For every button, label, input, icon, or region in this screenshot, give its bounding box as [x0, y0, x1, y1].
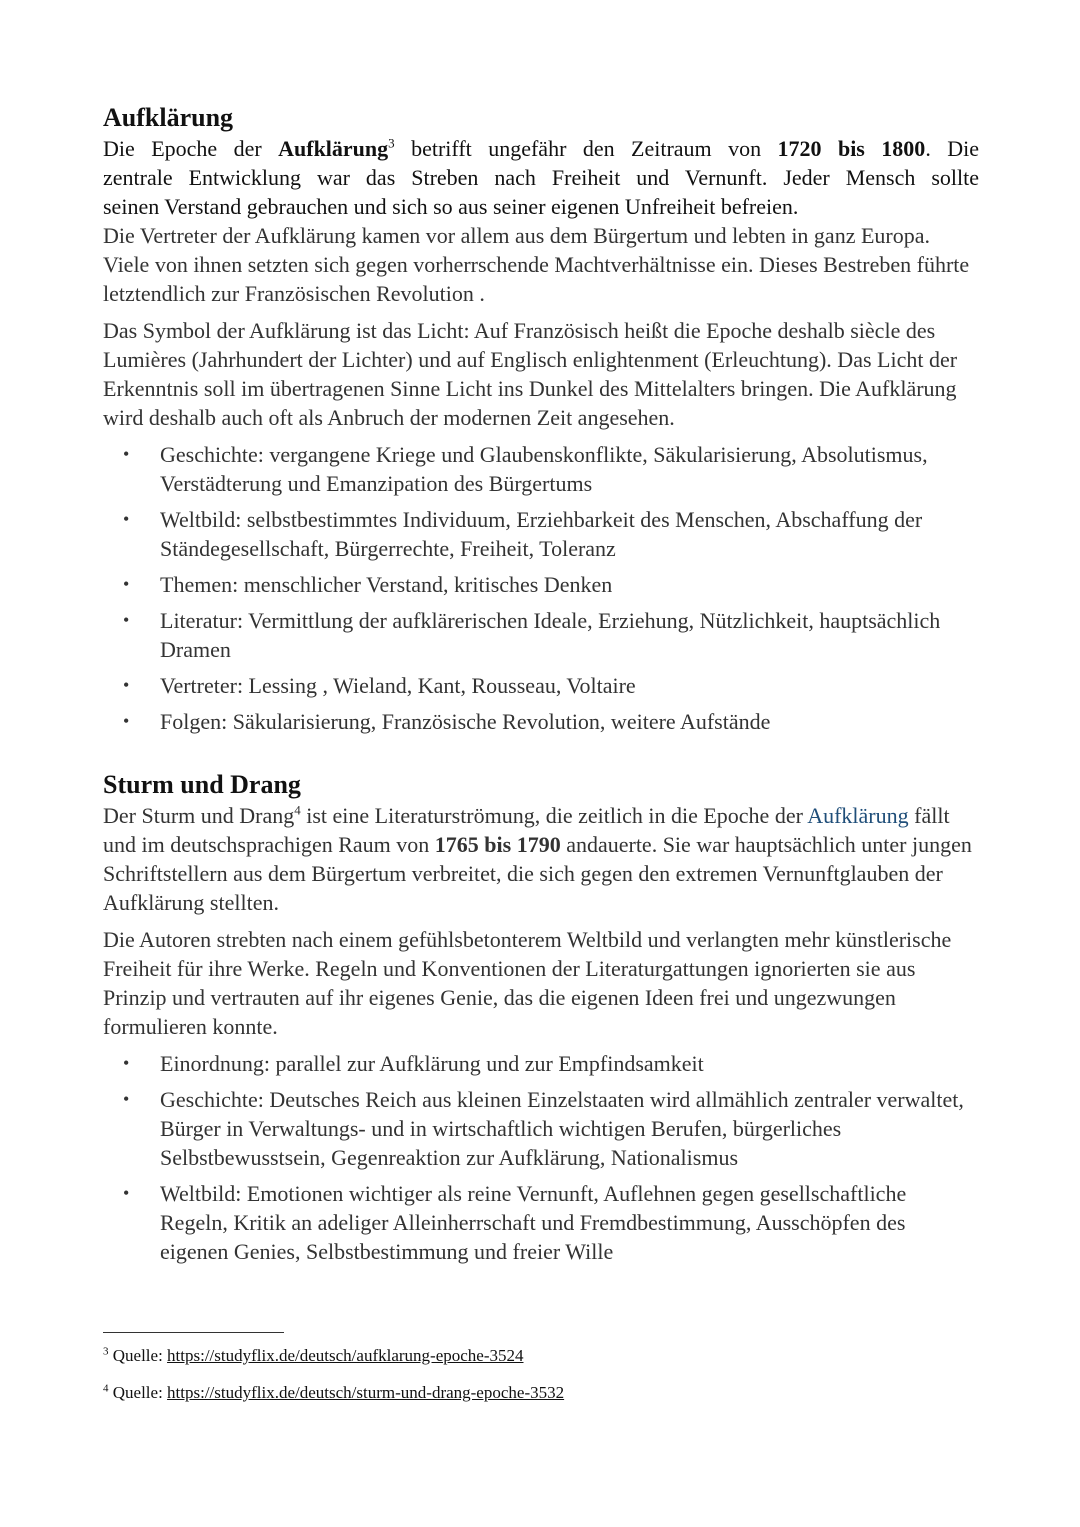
footnote-label: Quelle:	[112, 1383, 168, 1402]
text-run: Der Sturm und Drang	[103, 803, 295, 828]
bullet-icon: •	[123, 1089, 130, 1109]
list-item-text: Themen: menschlicher Verstand, kritisches Denken	[160, 572, 613, 597]
bullet-icon: •	[123, 1053, 130, 1073]
text-run: . Die	[925, 136, 980, 161]
footnote-ref: 4	[294, 802, 301, 818]
list-item	[103, 707, 979, 736]
list-item-text: Folgen: Säkularisierung, Französische Revolution, weitere Aufstände	[160, 709, 771, 734]
bullet-icon: •	[123, 711, 130, 731]
sturm-bullet-list	[103, 1049, 979, 1266]
bold-term: Aufklärung	[278, 136, 389, 161]
bullet-icon: •	[123, 1183, 130, 1203]
bullet-icon: •	[123, 675, 130, 695]
footnotes	[103, 1345, 564, 1419]
footnote-ref: 3	[388, 135, 395, 151]
list-item	[103, 1085, 979, 1172]
text-run: andauerte. Sie war hauptsächlich unter jungen Schriftstellern aus dem Bürgertum verbreitet, die sich gegen den extremen Vernunftglauben der Aufklärung stellten.	[103, 832, 972, 915]
list-item-text: Einordnung: parallel zur Aufklärung und zur Empfindsamkeit	[160, 1051, 704, 1076]
bullet-icon: •	[123, 509, 130, 529]
sturm-paragraph-2: Die Autoren strebten nach einem gefühlsbetonterem Weltbild und verlangten mehr künstlerische Freiheit für ihre Werke. Regeln und Konventionen der Literaturgattungen ignorierten sie aus Prinzip und vertrauten auf ihr eigenes Genie, das die eigenen Ideen frei und ungezwungen formulieren konnte.	[103, 927, 952, 1039]
footnote-label: Quelle:	[112, 1346, 168, 1365]
list-item-text: Weltbild: Emotionen wichtiger als reine Vernunft, Auflehnen gegen gesellschaftliche Regeln, Kritik an adeliger Alleinherrschaft und Fremdbestimmung, Ausschöpfen des eigenen Genies, Selbstbestimmung und freier Wille	[160, 1181, 907, 1264]
footnote-4	[103, 1382, 564, 1404]
list-item-text: Geschichte: Deutsches Reich aus kleinen Einzelstaaten wird allmählich zentraler verwaltet, Bürger in Verwaltungs- und in wirtschaftlich wichtigen Berufen, bürgerliches Selbstbewusstsein, Gegenreaktion zur Aufklärung, Nationalismus	[160, 1087, 964, 1170]
footnote-link[interactable]: https://studyflix.de/deutsch/sturm-und-drang-epoche-3532	[167, 1383, 565, 1402]
text-run: Die Epoche der	[103, 136, 279, 161]
aufklaerung-link[interactable]: Aufklärung	[807, 803, 909, 828]
bold-date-range: 1720 bis 1800	[777, 136, 926, 161]
list-item-text: Vertreter: Lessing , Wieland, Kant, Rousseau, Voltaire	[160, 673, 636, 698]
text-run: fällt und im deutschsprachigen Raum von	[103, 803, 950, 857]
bullet-icon: •	[123, 574, 130, 594]
list-item	[103, 1179, 979, 1266]
footnote-link[interactable]: https://studyflix.de/deutsch/aufklarung-epoche-3524	[167, 1346, 524, 1365]
aufklaerung-intro-line2: zentrale Entwicklung war das Streben nach Freiheit und Vernunft. Jeder Mensch sollte	[103, 165, 979, 190]
bullet-icon: •	[123, 610, 130, 630]
footnote-separator	[103, 1332, 284, 1333]
list-item	[103, 570, 979, 599]
bullet-icon: •	[123, 444, 130, 464]
bold-date-range: 1765 bis 1790	[434, 832, 561, 857]
footnote-number: 4	[103, 1382, 109, 1395]
list-item-text: Literatur: Vermittlung der aufklärerischen Ideale, Erziehung, Nützlichkeit, hauptsächlich Dramen	[160, 608, 941, 662]
aufklaerung-intro-line3: seinen Verstand gebrauchen und sich so aus seiner eigenen Unfreiheit befreien.	[103, 194, 799, 219]
heading-aufklaerung: Aufklärung	[103, 103, 234, 132]
list-item-text: Geschichte: vergangene Kriege und Glaubenskonflikte, Säkularisierung, Absolutismus, Verstädterung und Emanzipation des Bürgertums	[160, 442, 928, 496]
footnote-number: 3	[103, 1345, 109, 1358]
footnote-3	[103, 1345, 564, 1367]
document-body	[103, 101, 979, 1273]
list-item	[103, 671, 979, 700]
text-run: ist eine Literaturströmung, die zeitlich in die Epoche der	[300, 803, 808, 828]
text-run: betrifft ungefähr den Zeitraum von	[394, 136, 778, 161]
aufklaerung-intro-line1	[103, 134, 979, 163]
heading-sturm-und-drang: Sturm und Drang	[103, 770, 301, 799]
list-item	[103, 440, 979, 498]
aufklaerung-paragraph-2: Die Vertreter der Aufklärung kamen vor allem aus dem Bürgertum und lebten in ganz Europa. Viele von ihnen setzten sich gegen vorherrschende Machtverhältnisse ein. Dieses Bestreben führte letztendlich zur Französischen Revolution .	[103, 223, 970, 306]
aufklaerung-paragraph-3: Das Symbol der Aufklärung ist das Licht: Auf Französisch heißt die Epoche deshalb siècle des Lumières (Jahrhundert der Lichter) und auf Englisch enlightenment (Erleuchtung). Das Licht der Erkenntnis soll im übertragenen Sinne Licht ins Dunkel des Mittelalters bringen. Die Aufklärung wird deshalb auch oft als Anbruch der modernen Zeit angesehen.	[103, 318, 958, 430]
list-item-text: Weltbild: selbstbestimmtes Individuum, Erziehbarkeit des Menschen, Abschaffung der Ständegesellschaft, Bürgerrechte, Freiheit, Toleranz	[160, 507, 923, 561]
list-item	[103, 1049, 979, 1078]
list-item	[103, 606, 979, 664]
aufklaerung-bullet-list	[103, 440, 979, 736]
list-item	[103, 505, 979, 563]
sturm-intro-paragraph	[103, 801, 979, 917]
